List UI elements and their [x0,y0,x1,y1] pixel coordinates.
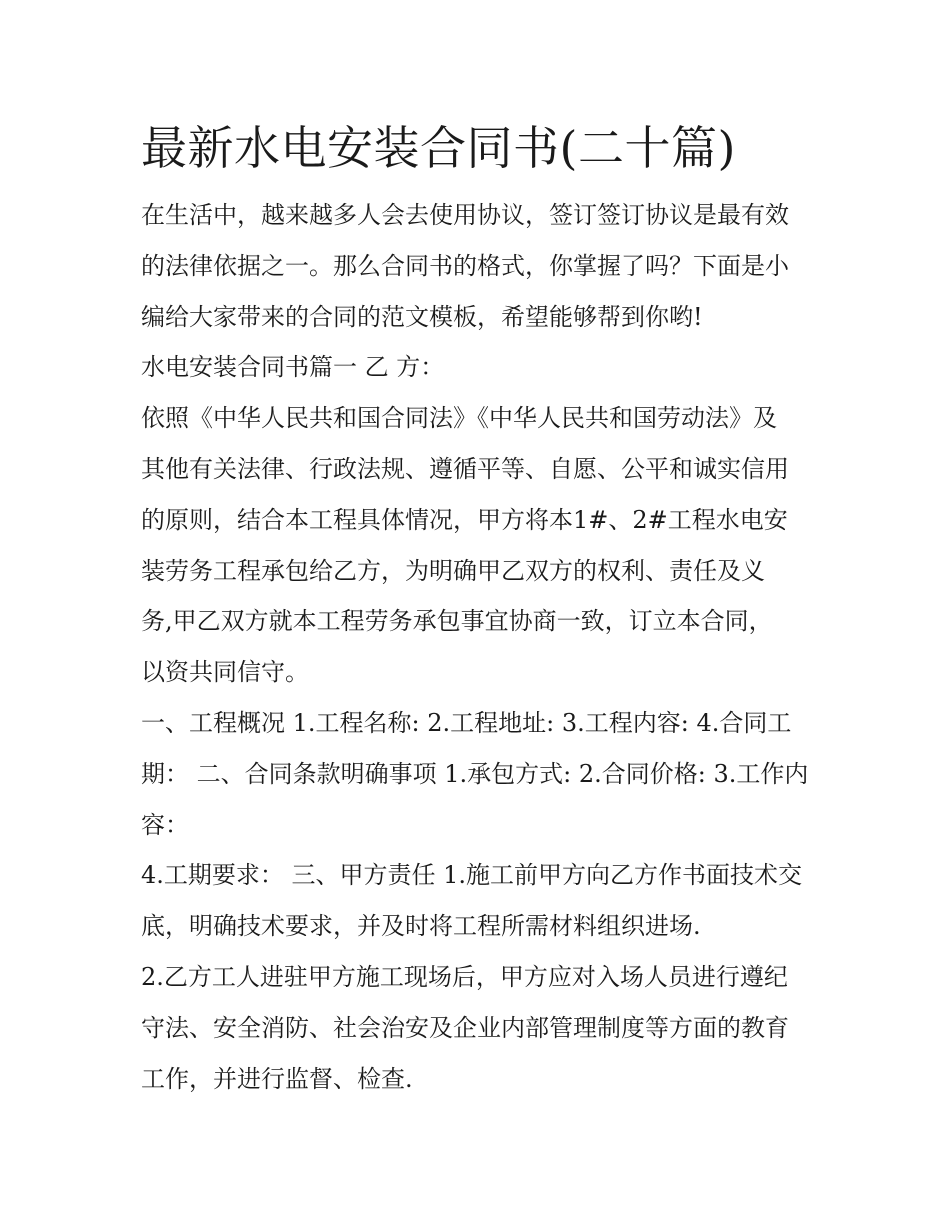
body-line: 的法律依据之一。那么合同书的格式，你掌握了吗？下面是小 [141,251,789,280]
body-line: 在生活中，越来越多人会去使用协议，签订签订协议是最有效 [141,201,789,229]
body-line: 其他有关法律、行政法规、遵循平等、自愿、公平和诚实信用 [141,454,789,483]
body-line: 编给大家带来的合同的范文模板，希望能够帮到你哟! [141,302,703,331]
section-heading: 水电安装合同书篇一 乙 方： [141,353,445,382]
body-line: 一、工程概况 1.工程名称: 2.工程地址: 3.工程内容: 4.合同工 [141,708,792,737]
body-line: 容： [141,810,189,839]
document-page [141,110,821,1104]
body-line: 4.工期要求： 三、甲方责任 1.施工前甲方向乙方作书面技术交 [141,861,803,890]
document-title: 最新水电安装合同书(二十篇) [141,121,736,175]
body-line: 底，明确技术要求，并及时将工程所需材料组织进场. [141,912,701,941]
body-line: 以资共同信守。 [141,658,309,687]
body-line: 务,甲乙双方就本工程劳务承包事宜协商一致，订立本合同， [141,607,773,636]
body-line: 工作，并进行监督、检查. [141,1064,413,1093]
body-line: 依照《中华人民共和国合同法》《中华人民共和国劳动法》及 [141,404,777,433]
document-body [141,190,821,1104]
body-line: 守法、安全消防、社会治安及企业内部管理制度等方面的教育 [141,1013,789,1042]
body-line: 2.乙方工人进驻甲方施工现场后，甲方应对入场人员进行遵纪 [141,962,788,991]
body-line: 装劳务工程承包给乙方，为明确甲乙双方的权利、责任及义 [141,556,765,585]
body-line: 的原则，结合本工程具体情况，甲方将本1#、2#工程水电安 [141,505,788,534]
body-line: 期： 二、合同条款明确事项 1.承包方式: 2.合同价格: 3.工作内 [141,759,809,788]
